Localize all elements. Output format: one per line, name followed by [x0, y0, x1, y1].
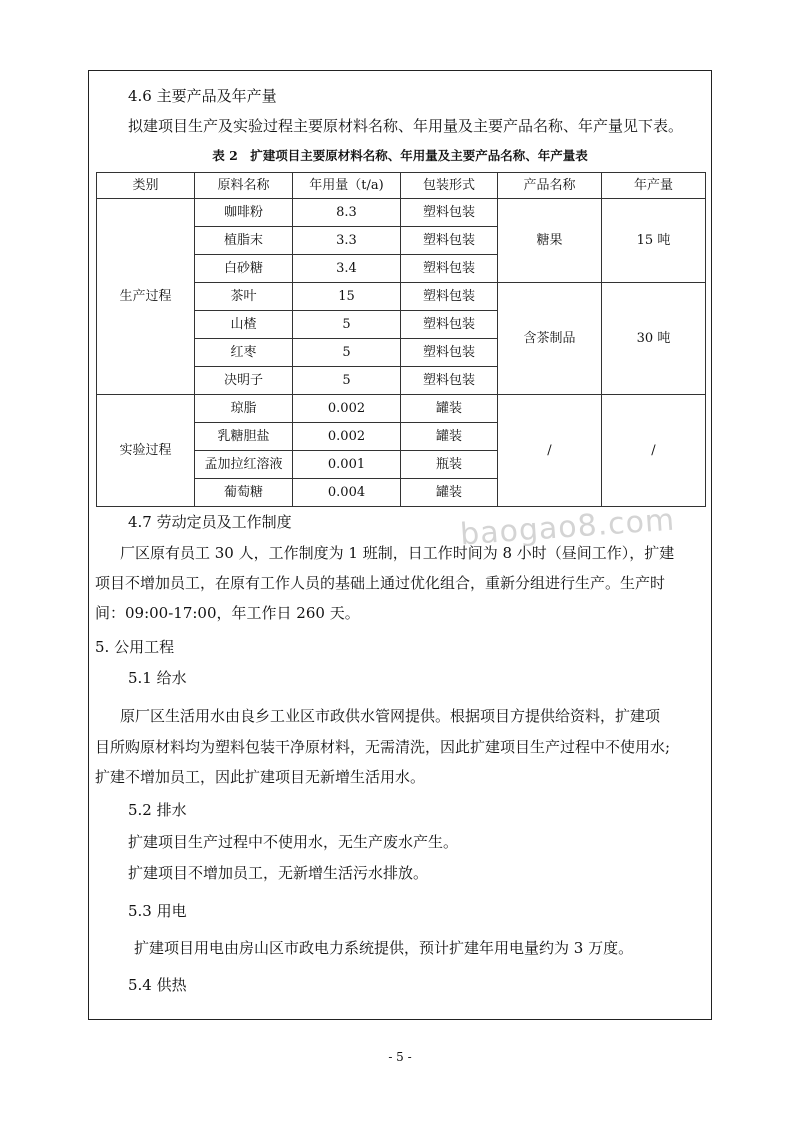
annual-amount-cell: 5	[293, 367, 401, 395]
section-5-title: 5. 公用工程	[95, 638, 175, 656]
material-name-cell: 茶叶	[195, 283, 293, 311]
annual-amount-cell: 8.3	[293, 199, 401, 227]
table-header-cell: 年用量（t/a)	[293, 173, 401, 199]
packaging-cell: 瓶装	[401, 451, 498, 479]
section-4-7-line: 厂区原有员工 30 人，工作制度为 1 班制，日工作时间为 8 小时（昼间工作），扩建	[120, 544, 675, 562]
annual-output-cell: /	[602, 395, 706, 507]
material-name-cell: 山楂	[195, 311, 293, 339]
packaging-cell: 塑料包装	[401, 367, 498, 395]
table-header-row	[97, 173, 706, 199]
annual-amount-cell: 3.3	[293, 227, 401, 255]
annual-amount-cell: 0.002	[293, 423, 401, 451]
annual-output-cell: 30 吨	[602, 283, 706, 395]
annual-amount-cell: 0.002	[293, 395, 401, 423]
table-body	[97, 199, 706, 507]
material-name-cell: 孟加拉红溶液	[195, 451, 293, 479]
packaging-cell: 塑料包装	[401, 283, 498, 311]
section-5-2-title: 5.2 排水	[128, 801, 187, 819]
packaging-cell: 塑料包装	[401, 339, 498, 367]
packaging-cell: 塑料包装	[401, 311, 498, 339]
watermark: baogao8.com	[459, 502, 677, 553]
section-4-6-intro: 拟建项目生产及实验过程主要原材料名称、年用量及主要产品名称、年产量见下表。	[128, 117, 684, 135]
section-5-3-title: 5.3 用电	[128, 902, 187, 920]
table-header-cell: 原料名称	[195, 173, 293, 199]
section-4-7-line: 项目不增加员工，在原有工作人员的基础上通过优化组合，重新分组进行生产。生产时	[95, 574, 666, 592]
packaging-cell: 塑料包装	[401, 199, 498, 227]
annual-amount-cell: 0.004	[293, 479, 401, 507]
packaging-cell: 罐装	[401, 479, 498, 507]
section-5-4-title: 5.4 供热	[128, 976, 187, 994]
section-5-2-line: 扩建项目生产过程中不使用水，无生产废水产生。	[128, 833, 459, 851]
table-row	[97, 199, 706, 227]
annual-amount-cell: 0.001	[293, 451, 401, 479]
material-name-cell: 琼脂	[195, 395, 293, 423]
table-caption: 表 2 扩建项目主要原材料名称、年用量及主要产品名称、年产量表	[212, 148, 588, 163]
packaging-cell: 罐装	[401, 423, 498, 451]
annual-amount-cell: 5	[293, 339, 401, 367]
product-name-cell: 含茶制品	[498, 283, 602, 395]
section-5-1-title: 5.1 给水	[128, 669, 187, 687]
packaging-cell: 塑料包装	[401, 227, 498, 255]
section-5-3-line: 扩建项目用电由房山区市政电力系统提供，预计扩建年用电量约为 3 万度。	[134, 939, 634, 957]
section-4-7-line: 间：09:00-17:00，年工作日 260 天。	[95, 604, 360, 622]
section-5-1-line: 原厂区生活用水由良乡工业区市政供水管网提供。根据项目方提供给资料，扩建项	[120, 707, 661, 725]
packaging-cell: 罐装	[401, 395, 498, 423]
table-header-cell: 产品名称	[498, 173, 602, 199]
section-5-1-line: 扩建不增加员工，因此扩建项目无新增生活用水。	[95, 768, 426, 786]
material-name-cell: 咖啡粉	[195, 199, 293, 227]
packaging-cell: 塑料包装	[401, 255, 498, 283]
material-name-cell: 葡萄糖	[195, 479, 293, 507]
section-5-1-line: 目所购原材料均为塑料包装干净原材料，无需清洗，因此扩建项目生产过程中不使用水;	[95, 738, 671, 756]
section-5-2-line: 扩建项目不增加员工，无新增生活污水排放。	[128, 864, 429, 882]
category-cell: 生产过程	[97, 199, 195, 395]
annual-output-cell: 15 吨	[602, 199, 706, 283]
material-name-cell: 红枣	[195, 339, 293, 367]
material-name-cell: 植脂末	[195, 227, 293, 255]
annual-amount-cell: 5	[293, 311, 401, 339]
table-header-cell: 年产量	[602, 173, 706, 199]
section-4-6-title: 4.6 主要产品及年产量	[128, 87, 277, 105]
table-header-cell: 类别	[97, 173, 195, 199]
table-header-cell: 包装形式	[401, 173, 498, 199]
material-name-cell: 决明子	[195, 367, 293, 395]
material-name-cell: 白砂糖	[195, 255, 293, 283]
material-name-cell: 乳糖胆盐	[195, 423, 293, 451]
product-name-cell: /	[498, 395, 602, 507]
annual-amount-cell: 15	[293, 283, 401, 311]
category-cell: 实验过程	[97, 395, 195, 507]
table-row	[97, 395, 706, 423]
page-number: - 5 -	[388, 1050, 412, 1064]
materials-table	[96, 172, 706, 507]
annual-amount-cell: 3.4	[293, 255, 401, 283]
section-4-7-title: 4.7 劳动定员及工作制度	[128, 513, 292, 531]
product-name-cell: 糖果	[498, 199, 602, 283]
